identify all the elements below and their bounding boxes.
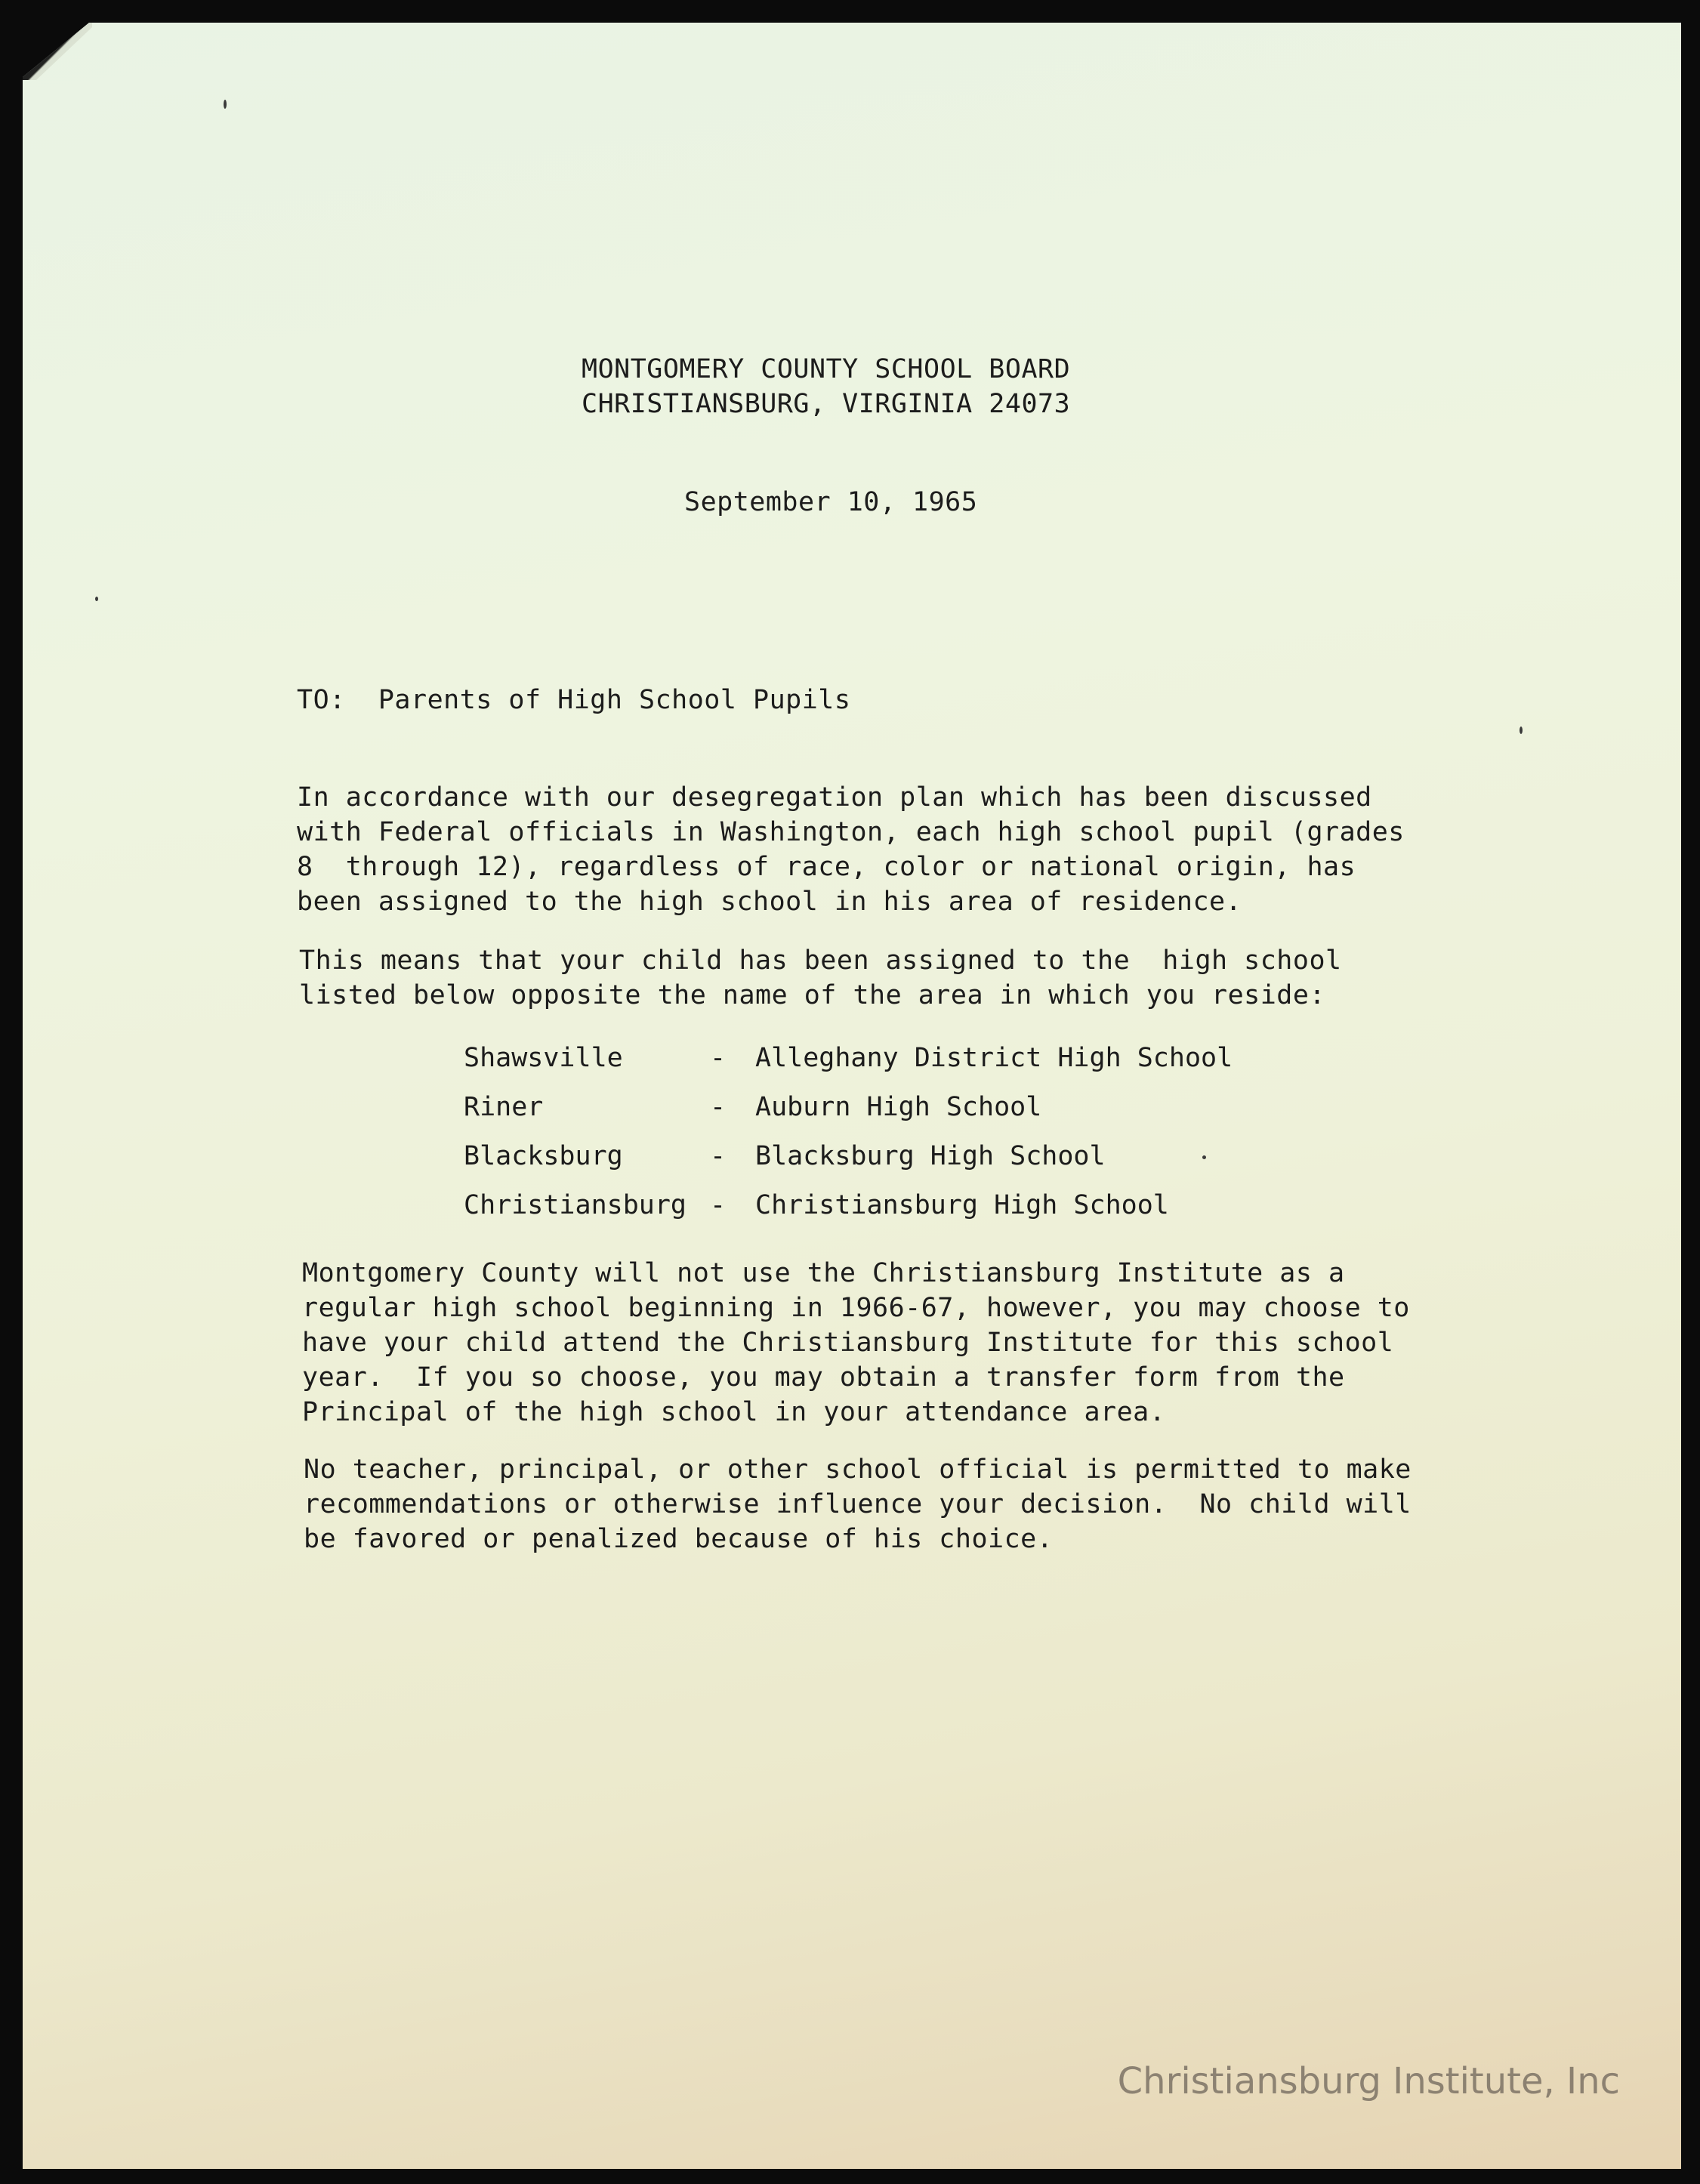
letter-date: September 10, 1965 (684, 487, 978, 517)
watermark-text: Christiansburg Institute, Inc (1117, 2060, 1620, 2102)
letterhead (582, 352, 1070, 421)
school-name: Auburn High School (755, 1092, 1042, 1122)
paper-speck (224, 100, 227, 109)
paragraph-assignment-intro: This means that your child has been assigned to the high school listed below opposite the name of the area in which you reside: (299, 945, 1342, 1010)
separator-dash: - (710, 1190, 727, 1220)
separator-dash: - (710, 1043, 727, 1073)
school-name: Alleghany District High School (755, 1043, 1233, 1073)
letterhead-line-2: CHRISTIANSBURG, VIRGINIA 24073 (582, 389, 1071, 419)
paper-speck (1202, 1155, 1206, 1159)
school-name: Blacksburg High School (755, 1141, 1106, 1171)
area-name: Shawsville (464, 1043, 623, 1073)
paragraph-christiansburg-institute: Montgomery County will not use the Christiansburg Institute as a regular high school beginning in 1966-67, however, you may choose to have your child attend the Christiansburg Institute for this school year. If you so choose, you may obtain a transfer form from the Principal of the high school in your attendance area. (302, 1258, 1410, 1427)
paper-speck (1520, 726, 1523, 734)
assignment-row (464, 1090, 1233, 1139)
separator-dash: - (710, 1092, 727, 1122)
paragraph-no-influence: No teacher, principal, or other school official is permitted to make recommendations or otherwise influence your decision. No child will be favored or penalized because of his choice. (304, 1454, 1412, 1554)
salutation: TO: Parents of High School Pupils (297, 685, 851, 715)
area-name: Riner (464, 1092, 544, 1122)
area-name: Blacksburg (464, 1141, 623, 1171)
area-name: Christiansburg (464, 1190, 687, 1220)
assignment-row (464, 1188, 1233, 1237)
school-assignment-list (464, 1041, 1233, 1237)
school-name: Christiansburg High School (755, 1190, 1169, 1220)
assignment-row (464, 1041, 1233, 1090)
letterhead-line-1: MONTGOMERY COUNTY SCHOOL BOARD (582, 354, 1071, 384)
separator-dash: - (710, 1141, 727, 1171)
paper-speck (95, 597, 98, 601)
paragraph-desegregation-plan: In accordance with our desegregation plan which has been discussed with Federal officials in Washington, each high school pupil (grades 8 through 12), regardless of race, color or national origin, has been assigned to the high school in his area of residence. (297, 782, 1405, 917)
assignment-row (464, 1139, 1233, 1188)
